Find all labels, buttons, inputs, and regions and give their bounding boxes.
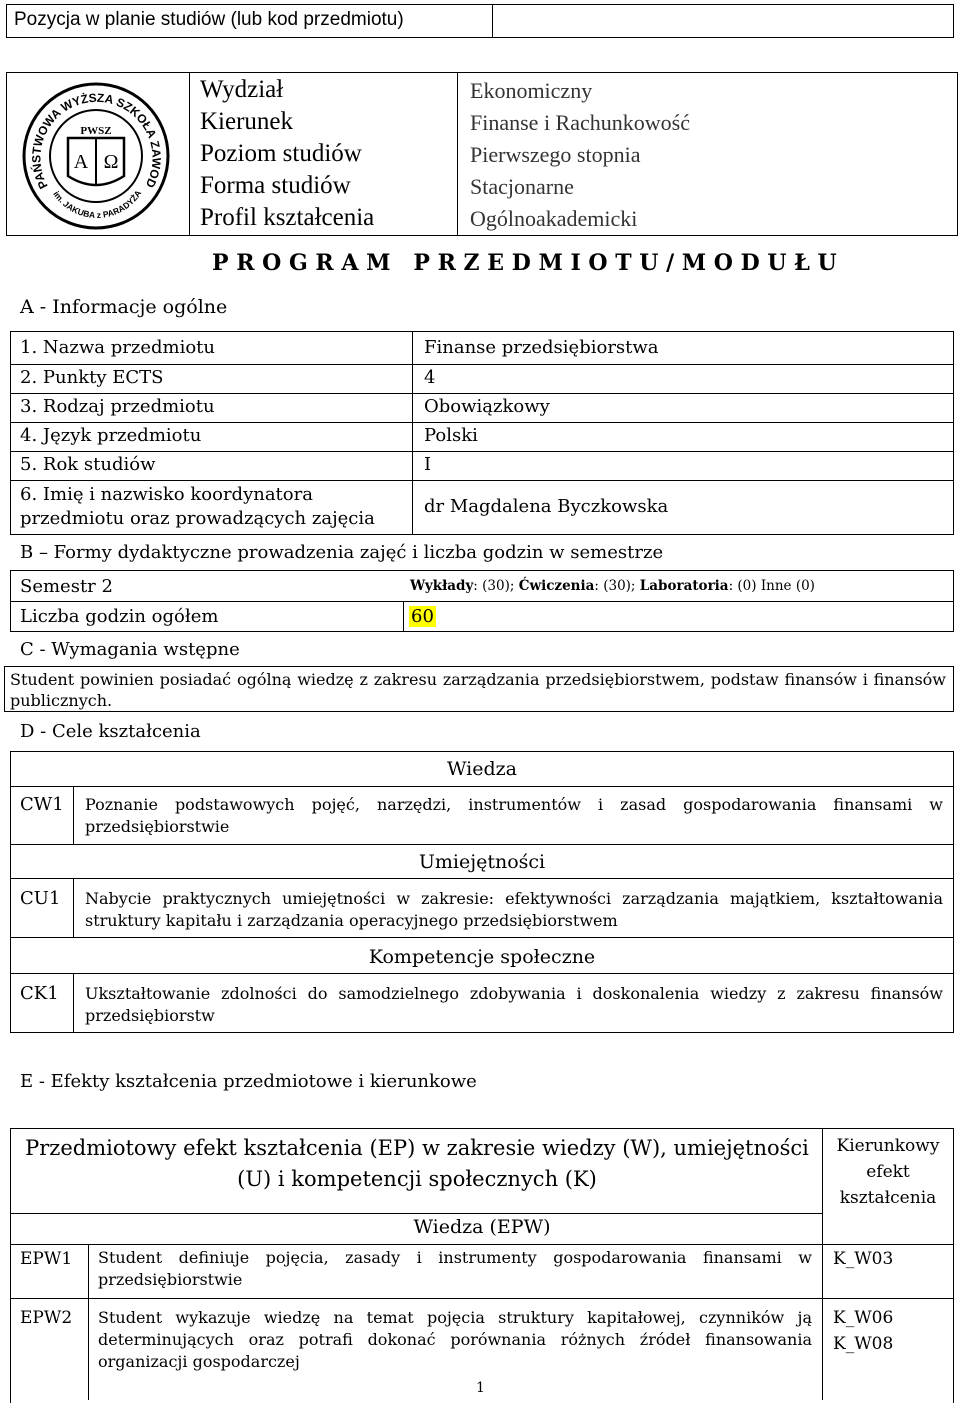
row-divider [10, 422, 954, 423]
row-divider [10, 393, 954, 394]
col-divider [73, 878, 74, 937]
a-label-ects: 2. Punkty ECTS [20, 367, 164, 388]
info-value-profile: Ogólnoakademicki [470, 206, 638, 231]
logo-center-text: PWSZ [80, 125, 112, 137]
col-divider [88, 1244, 89, 1400]
form-hours-lectures: : (30); [473, 578, 519, 594]
effects-header-side: Kierunkowy efekt kształcenia [836, 1136, 940, 1208]
row-divider [10, 844, 954, 845]
info-value-level: Pierwszego stopnia [470, 142, 641, 167]
row-divider [10, 364, 954, 365]
logo-arc-text: PAŃSTWOWA WYŻSZA SZKOŁA ZAWOD [29, 90, 164, 192]
effect-text-epw2: Student wykazuje wiedzę na temat pojęcia struktury kapitałowej, czynników ją determinujących oraz potrafi dokonać porównania różnych źródeł finansowania organizacji gospodarczej [98, 1308, 812, 1371]
a-value-type: Obowiązkowy [424, 396, 550, 417]
row-divider [10, 1298, 954, 1299]
effect-ref-epw1: K_W03 [833, 1249, 894, 1269]
row-divider [10, 973, 954, 974]
a-label-name: 1. Nazwa przedmiotu [20, 337, 215, 358]
row-divider [10, 451, 954, 452]
a-label-year: 5. Rok studiów [20, 454, 156, 475]
logo-alpha: A [73, 151, 89, 173]
form-name-labs: Laboratoria [639, 578, 729, 594]
goal-text-ck1: Ukształtowanie zdolności do samodzielnego zdobywania i doskonalenia wiedzy z zakresu finansów przedsiębiorstw [85, 984, 943, 1025]
info-label-faculty: Wydział [200, 76, 284, 103]
info-divider-logo [189, 72, 190, 236]
info-divider-value [457, 72, 458, 236]
didactic-forms [410, 578, 815, 594]
row-divider [10, 1213, 822, 1214]
col-divider [822, 1128, 823, 1400]
goal-text-cw1: Poznanie podstawowych pojęć, narzędzi, instrumentów i zasad gospodarowania finansami w przedsiębiorstwie [85, 795, 943, 836]
form-name-lectures: Wykłady [410, 578, 474, 594]
goal-code-cu1: CU1 [20, 888, 61, 909]
a-value-name: Finanse przedsiębiorstwa [424, 337, 659, 358]
total-hours-value: 60 [411, 606, 434, 627]
section-b-title: B – Formy dydaktyczne prowadzenia zajęć i liczba godzin w semestrze [20, 542, 664, 563]
col-divider [73, 973, 74, 1033]
semester-label: Semestr 2 [20, 576, 113, 597]
section-a-title: A - Informacje ogólne [20, 296, 228, 318]
a-label-coordinator-2: przedmiotu oraz prowadzących zajęcia [20, 508, 375, 529]
a-value-language: Polski [424, 425, 478, 446]
goals-header-competences: Kompetencje społeczne [368, 946, 596, 968]
logo-lower-text: im. JAKUBA z PARADYŻA [51, 188, 144, 220]
header-divider [492, 4, 493, 38]
goal-code-ck1: CK1 [20, 983, 59, 1004]
info-value-faculty: Ekonomiczny [470, 78, 593, 103]
effect-code-epw2: EPW2 [20, 1308, 73, 1328]
a-label-coordinator-1: 6. Imię i nazwisko koordynatora [20, 484, 313, 505]
section-c-title: C - Wymagania wstępne [20, 639, 240, 660]
form-hours-exercises: : (30); [594, 578, 640, 594]
row-divider [10, 878, 954, 879]
col-divider [73, 786, 74, 844]
goals-header-skills: Umiejętności [418, 851, 546, 873]
section-d-title: D - Cele kształcenia [20, 721, 201, 742]
col-divider [412, 331, 413, 535]
form-hours-labs: : (0) Inne (0) [728, 578, 815, 594]
effect-ref-epw2-b: K_W08 [833, 1334, 894, 1354]
goals-header-knowledge: Wiedza [446, 758, 518, 780]
effect-ref-epw2-a: K_W06 [833, 1308, 894, 1328]
info-value-field: Finanse i Rachunkowość [470, 110, 690, 135]
row-divider [10, 1244, 954, 1245]
a-value-ects: 4 [424, 367, 436, 388]
page-number: 1 [476, 1380, 485, 1396]
position-label: Pozycja w planie studiów (lub kod przedmiotu) [14, 9, 404, 30]
a-value-year: I [424, 454, 432, 475]
row-divider [10, 601, 954, 602]
col-divider [403, 601, 404, 632]
effects-subheader: Wiedza (EPW) [413, 1216, 551, 1238]
row-divider [10, 937, 954, 938]
info-label-level: Poziom studiów [200, 140, 362, 167]
effects-header-main: Przedmiotowy efekt kształcenia (EP) w zakresie wiedzy (W), umiejętności (U) i kompetencji społecznych (K) [25, 1136, 809, 1191]
goal-code-cw1: CW1 [20, 794, 64, 815]
a-label-language: 4. Język przedmiotu [20, 425, 202, 446]
a-value-coordinator: dr Magdalena Byczkowska [424, 496, 669, 517]
program-title: P R O G R A M P R Z E D M I O T U / M O D U Ł U [212, 250, 837, 276]
info-label-field: Kierunek [200, 108, 294, 135]
row-divider [10, 786, 954, 787]
effect-code-epw1: EPW1 [20, 1249, 73, 1269]
goal-text-cu1: Nabycie praktycznych umiejętności w zakresie: efektywności zarządzania majątkiem, kształtowania struktury kapitału i zarządzania operacyjnego przedsiębiorstwem [85, 889, 943, 930]
form-name-exercises: Ćwiczenia [518, 578, 595, 594]
total-hours-label: Liczba godzin ogółem [20, 606, 219, 627]
school-logo [18, 76, 174, 232]
a-label-type: 3. Rodzaj przedmiotu [20, 396, 215, 417]
effect-text-epw1: Student definiuje pojęcia, zasady i instrumenty gospodarowania finansami w przedsiębiorstwie [98, 1248, 812, 1289]
row-divider [10, 480, 954, 481]
section-e-title: E - Efekty kształcenia przedmiotowe i kierunkowe [20, 1071, 477, 1092]
prerequisites-text: Student powinien posiadać ogólną wiedzę z zakresu zarządzania przedsiębiorstwem, podstaw finansów i finansów publicznych. [10, 670, 946, 710]
info-label-form: Forma studiów [200, 172, 351, 199]
info-label-profile: Profil kształcenia [200, 204, 375, 231]
logo-omega: Ω [103, 151, 119, 173]
info-value-form: Stacjonarne [470, 174, 574, 199]
